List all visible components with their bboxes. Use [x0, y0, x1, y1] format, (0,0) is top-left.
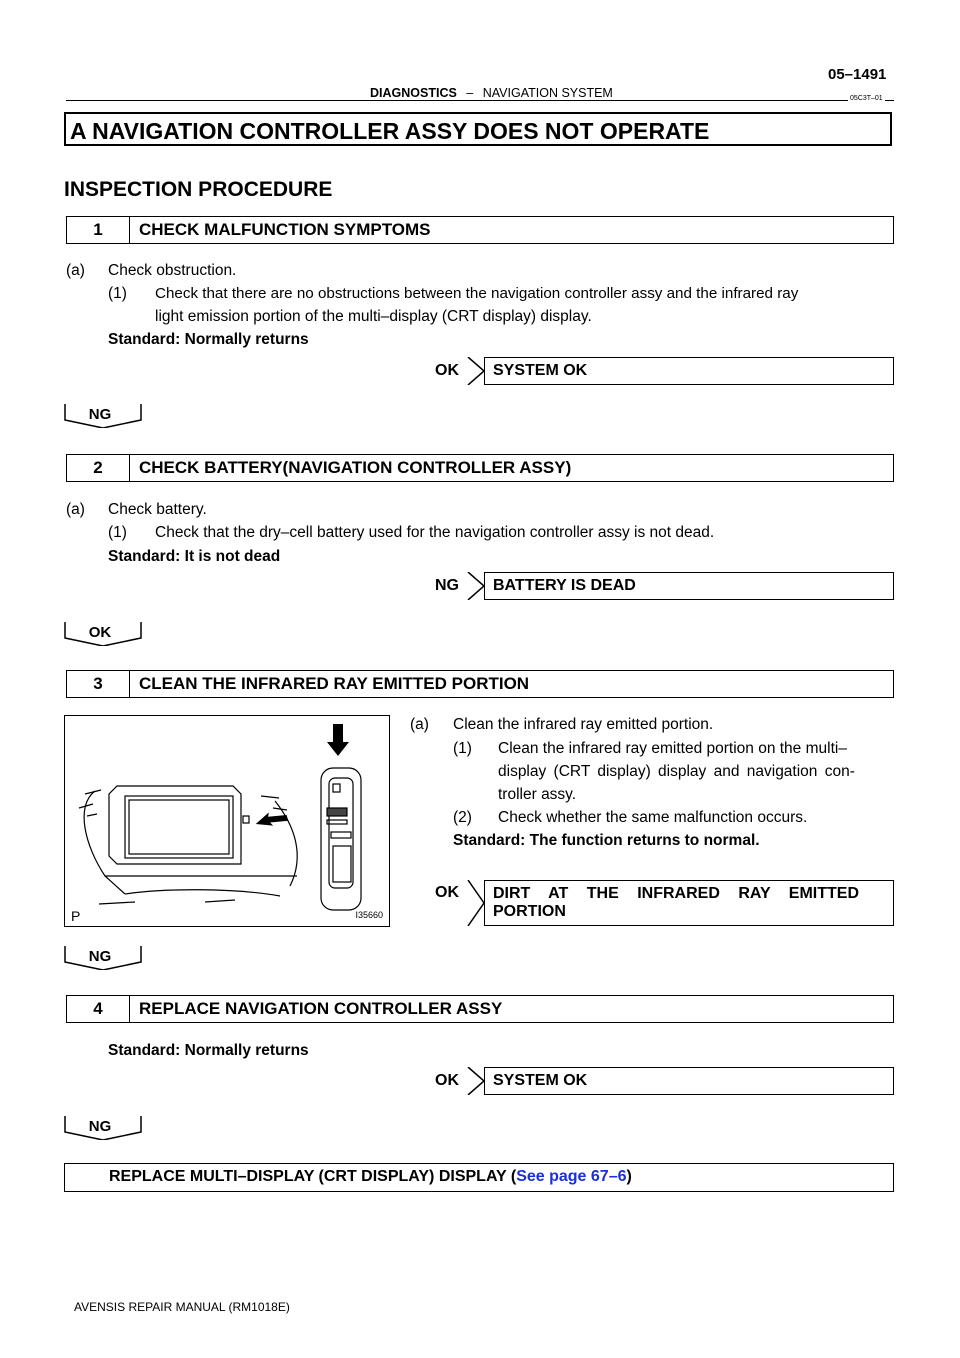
result-label: OK [435, 362, 459, 379]
section-heading: INSPECTION PROCEDURE [64, 178, 333, 201]
step-number: 1 [67, 217, 130, 243]
result-text-line-2: PORTION [493, 903, 566, 920]
step-3-result [410, 880, 894, 926]
illustration-figure [64, 715, 390, 927]
page-number: 05–1491 [828, 66, 887, 83]
step-1-a-label: (a) [66, 262, 85, 279]
flow-label: OK [88, 624, 112, 641]
result-text: SYSTEM OK [484, 357, 894, 385]
step-2-standard: Standard: It is not dead [108, 548, 281, 565]
step-title: CLEAN THE INFRARED RAY EMITTED PORTION [139, 674, 530, 693]
step-2-sub-label: (1) [108, 524, 127, 541]
step-1-header [66, 216, 894, 244]
step-3-sub1-label: (1) [453, 740, 472, 757]
step-2-a-text: Check battery. [108, 501, 207, 518]
step-3-standard: Standard: The function returns to normal. [453, 832, 760, 849]
step-3-sub1-text-3: troller assy. [498, 786, 577, 803]
step-4-standard: Standard: Normally returns [108, 1042, 309, 1059]
step-3-sub1-text-2: display (CRT display) display and navigation con- [498, 763, 855, 780]
step-number: 2 [67, 455, 130, 481]
step-1-standard: Standard: Normally returns [108, 331, 309, 348]
step-4-header [66, 995, 894, 1023]
result-text-box [484, 880, 894, 926]
step-3-a-label: (a) [410, 716, 429, 733]
step-2-result [410, 572, 894, 600]
step-2-sub-text: Check that the dry–cell battery used for the navigation controller assy is not dead. [155, 524, 715, 541]
running-header [370, 86, 613, 100]
final-text: REPLACE MULTI–DISPLAY (CRT DISPLAY) DISPLAY ( [109, 1168, 517, 1185]
step-4-flow [64, 1116, 142, 1140]
step-3-sub2-label: (2) [453, 809, 472, 826]
step-1-sub-text-2: light emission portion of the multi–display (CRT display) display. [155, 308, 592, 325]
step-number: 4 [67, 996, 130, 1022]
flow-label: NG [88, 1118, 112, 1135]
step-2-flow [64, 622, 142, 646]
step-3-sub2-text: Check whether the same malfunction occurs. [498, 809, 808, 826]
result-text: BATTERY IS DEAD [484, 572, 894, 600]
final-text-end: ) [626, 1168, 632, 1185]
header-subsection: NAVIGATION SYSTEM [482, 86, 613, 100]
footer-manual-title: AVENSIS REPAIR MANUAL (RM1018E) [74, 1300, 290, 1314]
header-section: DIAGNOSTICS [370, 86, 457, 100]
header-rule [66, 100, 894, 101]
step-3-header [66, 670, 894, 698]
figure-id: I35660 [355, 910, 383, 920]
step-2-a-label: (a) [66, 501, 85, 518]
navigation-display-illustration-icon [65, 716, 388, 925]
step-3-flow [64, 946, 142, 970]
step-3-a-text: Clean the infrared ray emitted portion. [453, 716, 714, 733]
step-1-flow [64, 404, 142, 428]
step-number: 3 [67, 671, 130, 697]
step-1-sub-text: Check that there are no obstructions between the navigation controller assy and the infrared ray [155, 285, 799, 302]
flow-label: NG [88, 406, 112, 423]
result-label: OK [435, 1072, 459, 1089]
step-2-header [66, 454, 894, 482]
step-3-sub1-text-1: Clean the infrared ray emitted portion on the multi– [498, 740, 847, 757]
figure-letter: P [71, 908, 81, 924]
step-title: REPLACE NAVIGATION CONTROLLER ASSY [139, 999, 503, 1018]
page-title: A NAVIGATION CONTROLLER ASSY DOES NOT OPERATE [64, 112, 892, 146]
result-label: NG [435, 577, 459, 594]
step-1-a-text: Check obstruction. [108, 262, 237, 279]
step-4-result [410, 1067, 894, 1095]
result-text: SYSTEM OK [484, 1067, 894, 1095]
result-label: OK [435, 884, 459, 901]
step-1-result [410, 357, 894, 385]
step-title: CHECK MALFUNCTION SYMPTOMS [139, 220, 431, 239]
step-title: CHECK BATTERY(NAVIGATION CONTROLLER ASSY) [139, 458, 572, 477]
doc-id: 05C3T–01 [850, 95, 883, 102]
flow-label: NG [88, 948, 112, 965]
step-1-sub-label: (1) [108, 285, 127, 302]
final-action-box [64, 1163, 894, 1192]
header-dash: – [466, 86, 474, 100]
see-page-link[interactable]: See page 67–6 [516, 1168, 627, 1185]
result-text-line-1: DIRT AT THE INFRARED RAY EMITTED [493, 885, 860, 902]
